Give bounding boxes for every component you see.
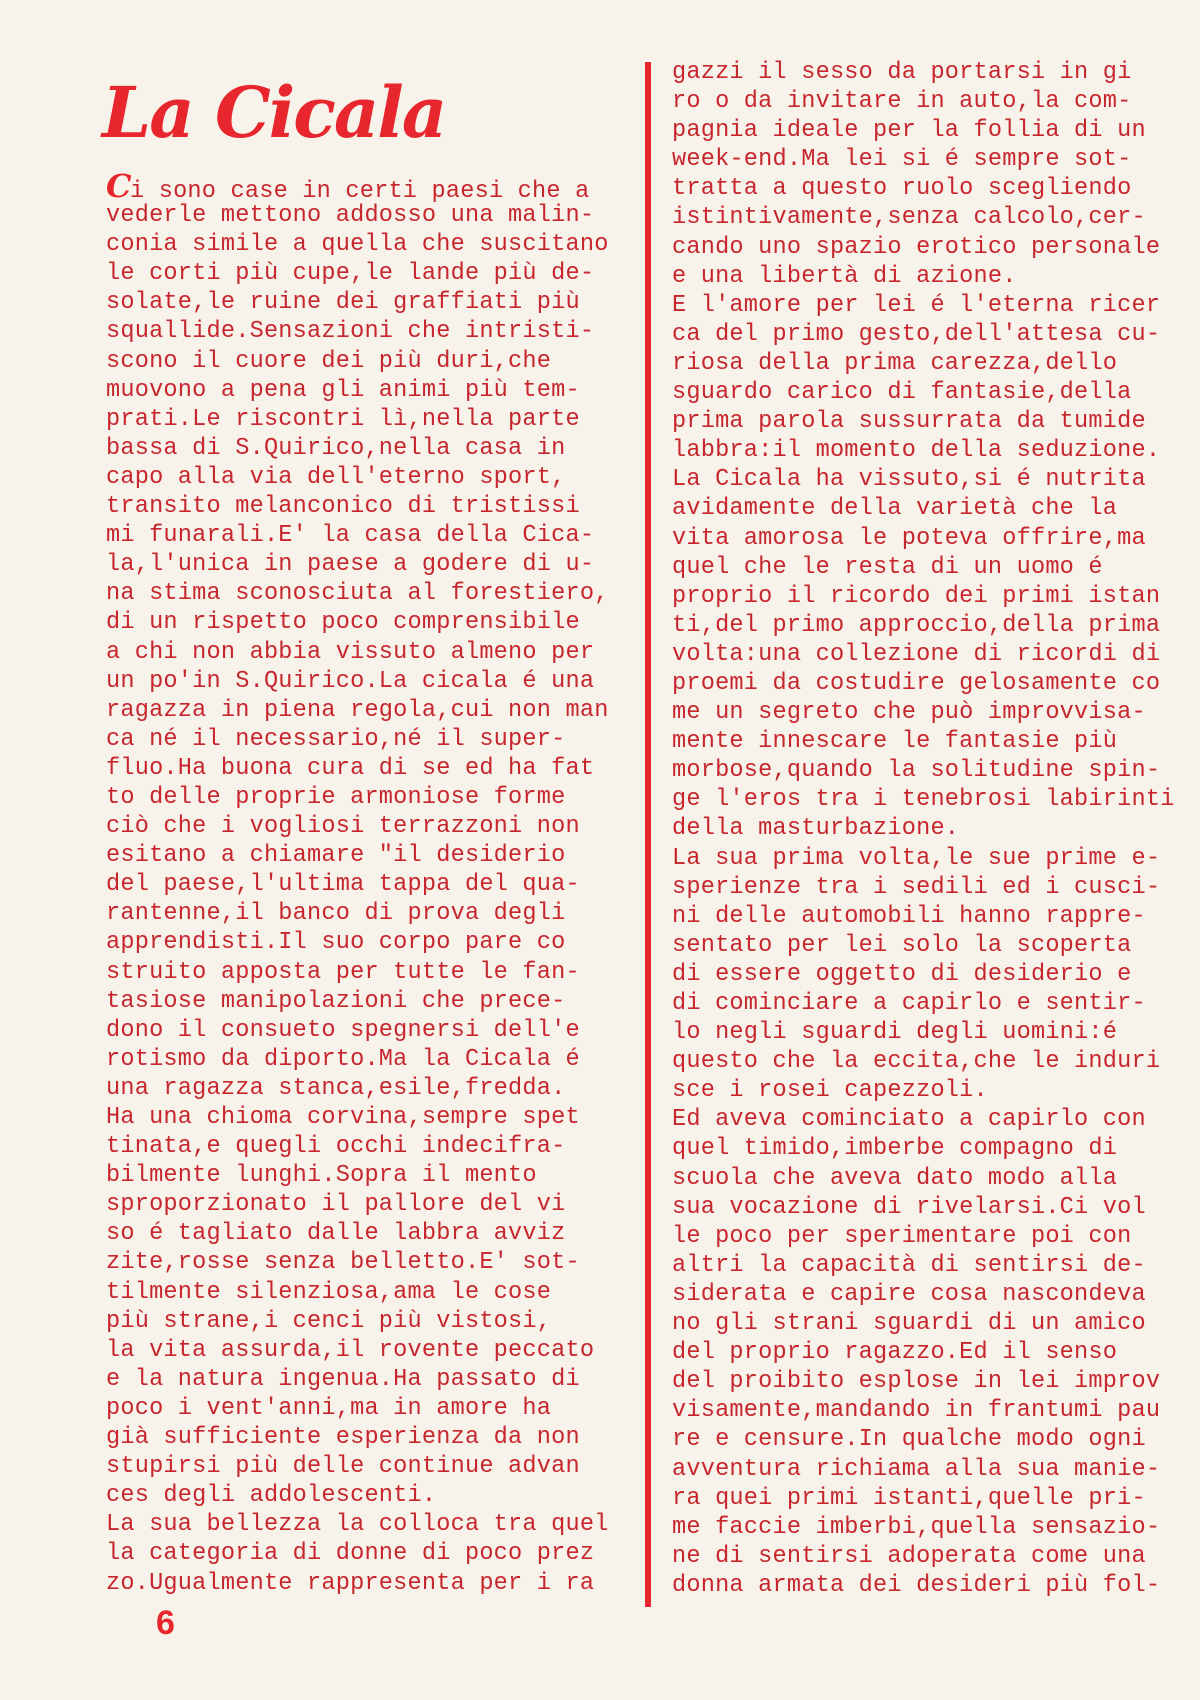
text-line: muovono a pena gli animi più tem- <box>106 376 580 404</box>
text-line: siderata e capire cosa nascondeva <box>672 1280 1146 1308</box>
text-line: vita amorosa le poteva offrire,ma <box>672 524 1146 552</box>
text-line: me faccie imberbi,quella sensazio- <box>672 1513 1161 1541</box>
text-line: ces degli addolescenti. <box>106 1482 437 1510</box>
text-line: tinata,e quegli occhi indecifra- <box>106 1133 566 1161</box>
text-line: na stima sconosciuta al forestiero, <box>106 580 609 608</box>
text-line: tilmente silenziosa,ama le cose <box>106 1278 552 1306</box>
text-line: zo.Ugualmente rappresenta per i ra <box>106 1569 595 1597</box>
text-line: conia simile a quella che suscitano <box>106 231 609 259</box>
article-title: La Cicala <box>102 71 446 154</box>
text-line: altri la capacità di sentirsi de- <box>672 1251 1146 1279</box>
text-line: so é tagliato dalle labbra avviz <box>106 1220 566 1248</box>
text-line: struito apposta per tutte le fan- <box>106 958 580 986</box>
text-line: e la natura ingenua.Ha passato di <box>106 1365 580 1393</box>
text-line: prima parola sussurrata da tumide <box>672 408 1146 436</box>
text-line: poco i vent'anni,ma in amore ha <box>106 1394 552 1422</box>
text-line: morbose,quando la solitudine spin- <box>672 757 1161 785</box>
text-line: La sua bellezza la colloca tra quel <box>106 1511 609 1539</box>
text-line: ne di sentirsi adoperata come una <box>672 1542 1146 1570</box>
text-line: bassa di S.Quirico,nella casa in <box>106 434 566 462</box>
column-divider <box>645 62 651 1607</box>
text-line: transito melanconico di tristissi <box>106 493 580 521</box>
text-line: capo alla via dell'eterno sport, <box>106 463 566 491</box>
text-line: ro o da invitare in auto,la com- <box>672 88 1132 116</box>
text-line: La sua prima volta,le sue prime e- <box>672 844 1161 872</box>
text-line: quel timido,imberbe compagno di <box>672 1135 1118 1163</box>
text-line: re e censure.In qualche modo ogni <box>672 1426 1146 1454</box>
text-line: ragazza in piena regola,cui non man <box>106 696 609 724</box>
text-line: di essere oggetto di desiderio e <box>672 960 1132 988</box>
text-line-content: i sono case in certi paesi che a <box>130 178 590 205</box>
text-line: pagnia ideale per la follia di un <box>672 117 1146 145</box>
text-line: ni delle automobili hanno rappre- <box>672 902 1146 930</box>
text-line: apprendisti.Il suo corpo pare co <box>106 929 566 957</box>
text-line: un po'in S.Quirico.La cicala é una <box>106 667 595 695</box>
text-line: e una libertà di azione. <box>672 262 1017 290</box>
text-line: della masturbazione. <box>672 815 960 843</box>
text-line: squallide.Sensazioni che intristi- <box>106 318 595 346</box>
text-line: E l'amore per lei é l'eterna ricer <box>672 291 1161 319</box>
text-line: bilmente lunghi.Sopra il mento <box>106 1162 537 1190</box>
text-line: mente innescare le fantasie più <box>672 728 1118 756</box>
text-line: avventura richiama alla sua manie- <box>672 1455 1161 1483</box>
text-line: proprio il ricordo dei primi istan <box>672 582 1161 610</box>
text-line: già sufficiente esperienza da non <box>106 1424 580 1452</box>
text-line: sentato per lei solo la scoperta <box>672 931 1132 959</box>
text-line: no gli strani sguardi di un amico <box>672 1310 1146 1338</box>
text-line: avidamente della varietà che la <box>672 495 1118 523</box>
text-line: cando uno spazio erotico personale <box>672 233 1161 261</box>
text-line: sua vocazione di rivelarsi.Ci vol <box>672 1193 1146 1221</box>
text-line: rotismo da diporto.Ma la Cicala é <box>106 1045 580 1073</box>
text-line: sguardo carico di fantasie,della <box>672 379 1132 407</box>
text-line: la vita assurda,il rovente peccato <box>106 1336 595 1364</box>
text-line: donna armata dei desideri più fol- <box>672 1571 1161 1599</box>
drop-cap: C <box>106 167 132 205</box>
text-line: ra quei primi istanti,quelle pri- <box>672 1484 1146 1512</box>
text-line: lo negli sguardi degli uomini:é <box>672 1019 1118 1047</box>
text-line: gazzi il sesso da portarsi in gi <box>672 59 1132 86</box>
text-line: stupirsi più delle continue advan <box>106 1453 580 1481</box>
text-line: tratta a questo ruolo scegliendo <box>672 175 1132 203</box>
text-line: le poco per sperimentare poi con <box>672 1222 1132 1250</box>
text-line: del paese,l'ultima tappa del qua- <box>106 871 580 899</box>
article-column-right <box>672 58 1175 1600</box>
text-line: riosa della prima carezza,dello <box>672 349 1118 377</box>
text-line: questo che la eccita,che le induri <box>672 1048 1161 1076</box>
text-line: la,l'unica in paese a godere di u- <box>106 551 595 579</box>
text-line: ca né il necessario,né il super- <box>106 725 566 753</box>
text-line: sperienze tra i sedili ed i cusci- <box>672 873 1161 901</box>
text-line: vederle mettono addosso una malin- <box>106 202 595 230</box>
text-line: quel che le resta di un uomo é <box>672 553 1103 581</box>
text-line: sproporzionato il pallore del vi <box>106 1191 566 1219</box>
text-line: week-end.Ma lei si é sempre sot- <box>672 146 1132 174</box>
text-line: Ed aveva cominciato a capirlo con <box>672 1106 1146 1134</box>
text-line: scuola che aveva dato modo alla <box>672 1164 1118 1192</box>
text-line: a chi non abbia vissuto almeno per <box>106 638 595 666</box>
text-line: di un rispetto poco comprensibile <box>106 609 580 637</box>
text-line: rantenne,il banco di prova degli <box>106 900 566 928</box>
text-line: me un segreto che può improvvisa- <box>672 699 1146 727</box>
text-line: ciò che i vogliosi terrazzoni non <box>106 813 580 841</box>
text-line: zite,rosse senza belletto.E' sot- <box>106 1249 580 1277</box>
text-line: più strane,i cenci più vistosi, <box>106 1307 552 1335</box>
article-column-left <box>106 167 609 1598</box>
text-line: scono il cuore dei più duri,che <box>106 347 552 375</box>
text-line: La Cicala ha vissuto,si é nutrita <box>672 466 1146 494</box>
text-line: labbra:il momento della seduzione. <box>672 437 1161 465</box>
text-line: del proibito esplose in lei improv <box>672 1368 1161 1396</box>
text-line: proemi da costudire gelosamente co <box>672 669 1161 697</box>
text-line: Ha una chioma corvina,sempre spet <box>106 1104 580 1131</box>
text-line: volta:una collezione di ricordi di <box>672 640 1161 668</box>
text-line: ge l'eros tra i tenebrosi labirinti <box>672 786 1175 814</box>
text-line: del proprio ragazzo.Ed il senso <box>672 1339 1118 1367</box>
text-line: esitano a chiamare "il desiderio <box>106 842 566 870</box>
text-line: tasiose manipolazioni che prece- <box>106 987 566 1015</box>
text-line: la categoria di donne di poco prez <box>106 1540 595 1568</box>
text-line: di cominciare a capirlo e sentir- <box>672 990 1146 1017</box>
text-line: solate,le ruine dei graffiati più <box>106 289 580 317</box>
text-line: to delle proprie armoniose forme <box>106 783 566 811</box>
text-line: visamente,mandando in frantumi pau <box>672 1397 1161 1425</box>
text-line: ca del primo gesto,dell'attesa cu- <box>672 320 1161 348</box>
text-line: prati.Le riscontri lì,nella parte <box>106 405 580 433</box>
text-line: fluo.Ha buona cura di se ed ha fat <box>106 754 595 782</box>
text-line: le corti più cupe,le lande più de- <box>106 260 595 288</box>
text-line <box>106 167 609 205</box>
text-line: ti,del primo approccio,della prima <box>672 611 1161 639</box>
text-line: sce i rosei capezzoli. <box>672 1077 988 1105</box>
text-line: istintivamente,senza calcolo,cer- <box>672 204 1146 232</box>
text-line: mi funarali.E' la casa della Cica- <box>106 522 595 550</box>
text-line: una ragazza stanca,esile,fredda. <box>106 1074 566 1102</box>
text-line: dono il consueto spegnersi dell'e <box>106 1016 580 1044</box>
page-number: 6 <box>156 1604 175 1642</box>
